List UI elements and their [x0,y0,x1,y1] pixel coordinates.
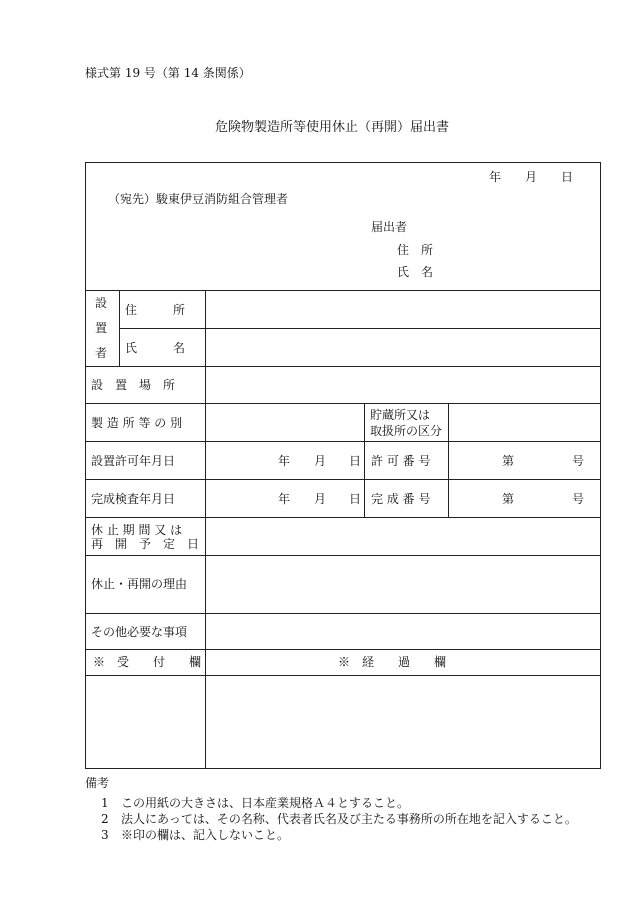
location-label: 設 置 場 所 [91,378,176,392]
completion-number-label: 完 成 番 号 [371,492,431,506]
suspension-period-label-2: 再 開 予 定 日 [91,537,200,551]
permit-number-label: 許 可 番 号 [371,454,431,468]
installer-name-label: 氏 名 [125,341,186,355]
reception-column-label: ※ 受 付 欄 [93,655,202,669]
rule [85,613,601,614]
suspension-period-label-1: 休 止 期 間 又 は [91,523,183,537]
notifier-label: 届出者 [371,220,408,234]
note-text: 法人にあっては、その名称、代表者氏名及び主たる事務所の所在地を記入すること。 [121,812,577,826]
addressee: （宛先）駿東伊豆消防組合管理者 [108,192,289,206]
storage-type-label-1: 貯蔵所又は [370,408,431,422]
note-number: 3 [101,828,109,842]
form-table [85,162,601,769]
installer-address-label: 住 所 [125,303,186,317]
completion-number-suffix: 号 [572,492,585,506]
date-day: 日 [561,170,574,184]
completion-date-year: 年 [278,492,291,506]
rule [205,290,206,769]
notes-heading: 備考 [85,776,110,790]
rule [85,517,601,518]
rule [85,479,601,480]
form-number: 様式第 19 号（第 14 条関係） [85,66,251,80]
rule [364,403,365,517]
completion-date-month: 月 [314,492,327,506]
permit-date-month: 月 [314,454,327,468]
table-border-left [85,162,86,769]
completion-date-label: 完成検査年月日 [91,492,176,506]
other-label: その他必要な事項 [91,625,188,639]
reason-label: 休止・再開の理由 [91,577,188,591]
completion-date-day: 日 [349,492,362,506]
installer-char-3: 者 [95,346,108,360]
table-border-top [85,162,601,163]
rule [85,675,601,676]
permit-number-suffix: 号 [572,454,585,468]
note-number: 2 [101,812,109,826]
table-border-right [600,162,601,769]
permit-number-prefix: 第 [502,454,515,468]
notifier-address-label: 住 所 [397,243,434,257]
rule [85,441,601,442]
rule [85,649,601,650]
permit-date-day: 日 [349,454,362,468]
rule [85,403,601,404]
progress-column-label: ※ 経 過 欄 [338,655,447,669]
installer-char-1: 設 [95,296,108,310]
storage-type-label-2: 取扱所の区分 [370,424,443,438]
note-number: 1 [101,796,109,810]
facility-type-label: 製 造 所 等 の 別 [91,416,183,430]
completion-number-prefix: 第 [502,492,515,506]
rule [448,403,449,517]
rule [85,555,601,556]
rule [85,290,601,291]
date-month: 月 [525,170,538,184]
date-year: 年 [489,170,502,184]
note-text: この用紙の大きさは、日本産業規格Ａ４とすること。 [121,796,410,810]
note-text: ※印の欄は、記入しないこと。 [121,828,290,842]
form-title: 危険物製造所等使用休止（再開）届出書 [215,120,450,135]
permit-date-year: 年 [278,454,291,468]
notifier-name-label: 氏 名 [397,265,434,279]
rule [119,290,120,366]
rule [119,328,601,329]
table-border-bottom [85,768,601,769]
rule [85,366,601,367]
installer-char-2: 置 [95,321,108,335]
permit-date-label: 設置許可年月日 [91,454,176,468]
